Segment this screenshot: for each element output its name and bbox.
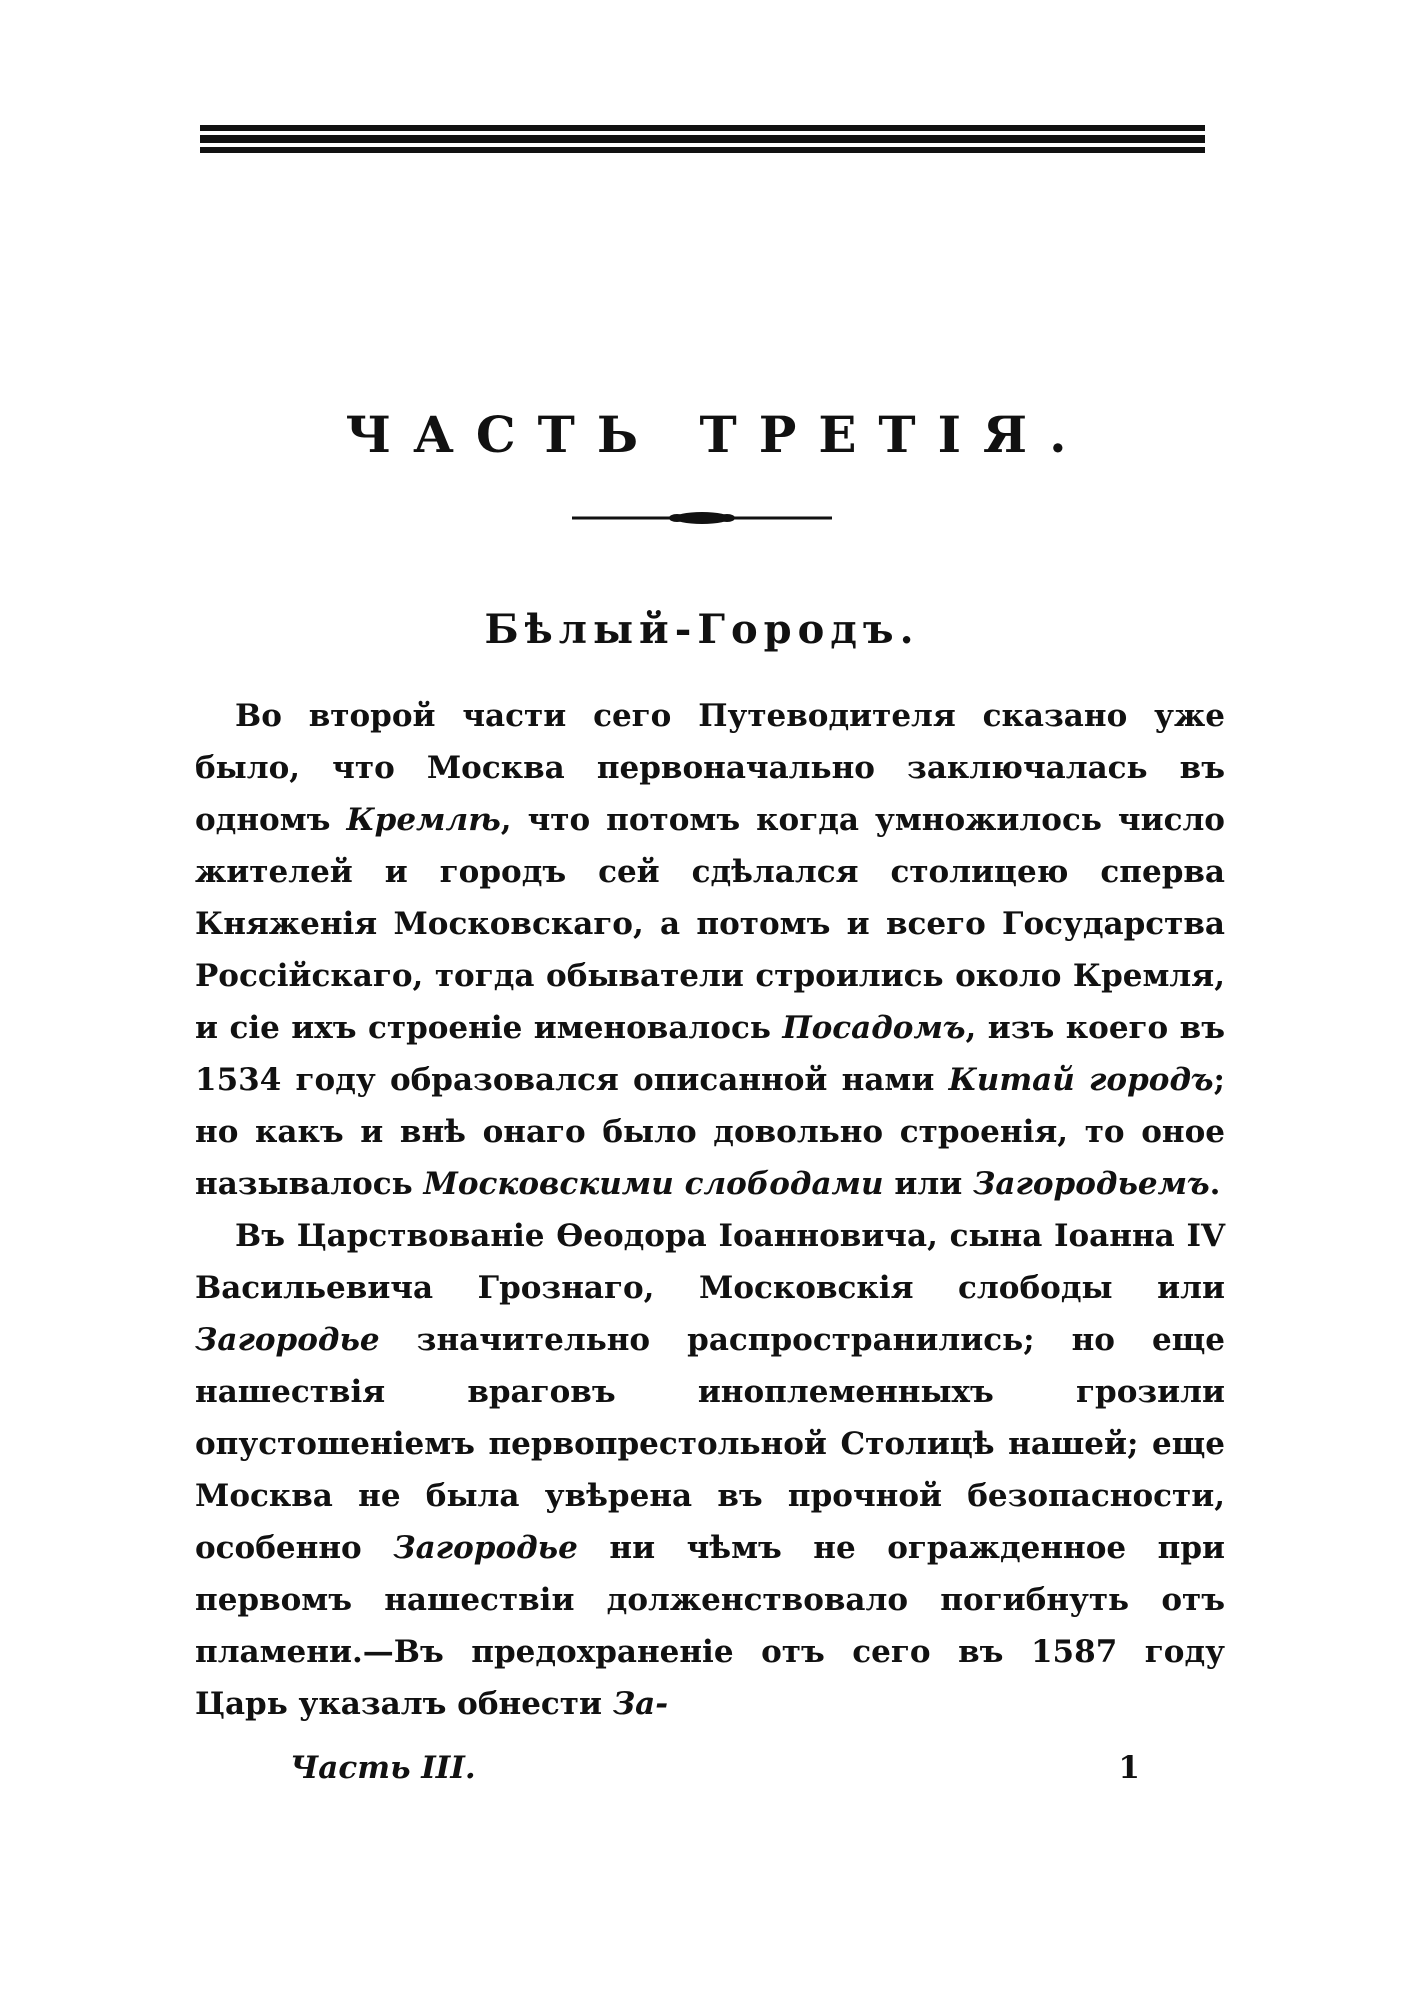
text-run: .	[1209, 1166, 1221, 1202]
text-run: значительно распространились; но еще нашествія враговъ иноплеменныхъ грозили опустошеніемъ первопрестольной Столицѣ нашей; еще Москва не была увѣрена въ прочной безопасности, особенно	[195, 1322, 1225, 1566]
italic-term: Китай городъ	[948, 1062, 1214, 1098]
text-run: или	[883, 1166, 973, 1202]
italic-term: Кремлѣ	[346, 802, 501, 838]
header-rule	[200, 125, 1205, 155]
header-rule-line	[200, 135, 1205, 143]
text-run: , изъ коего въ 1534 году образовался описанной нами	[195, 1010, 1225, 1098]
signature-mark: Часть III.	[290, 1750, 476, 1786]
page-footer	[290, 1750, 1140, 1800]
section-title: Бѣлый-Городъ.	[484, 606, 920, 653]
italic-term: Загородьемъ	[973, 1166, 1210, 1202]
title-ornament	[0, 508, 1404, 532]
text-run: ни чѣмъ не огражденное при первомъ нашествіи долженствовало погибнуть отъ пламени.—Въ предохраненіе отъ сего въ 1587 году Царь указалъ обнести	[195, 1530, 1226, 1722]
header-rule-line	[200, 125, 1205, 131]
paragraph	[195, 1210, 1225, 1730]
italic-term: Загородье	[393, 1530, 578, 1566]
header-rule-line	[200, 147, 1205, 153]
body-text	[195, 690, 1225, 1730]
text-run: , что потомъ когда умножилось число жителей и городъ сей сдѣлался столицею сперва Княженія Московскаго, а потомъ и всего Государства Россійскаго, тогда обыватели строились около Кремля, и сіе ихъ строеніе именовалось	[195, 802, 1225, 1046]
part-title: ЧАСТЬ ТРЕТІЯ.	[345, 405, 1089, 464]
ornament-divider-icon	[572, 508, 832, 528]
gathering-number: 1	[1118, 1750, 1140, 1786]
paragraph	[195, 690, 1225, 1210]
italic-term: Посадомъ	[782, 1010, 966, 1046]
text-run: Во второй части сего Путеводителя сказано уже было, что Москва первоначально заключалась въ одномъ	[195, 698, 1225, 838]
italic-term: Московскими слободами	[423, 1166, 884, 1202]
text-run: Въ Царствованіе Ѳеодора Іоанновича, сына Іоанна IV Васильевича Грознаго, Московскія слободы или	[195, 1218, 1225, 1306]
text-run: ; но какъ и внѣ онаго было довольно строенія, то оное называлось	[195, 1062, 1225, 1202]
italic-term: За-	[612, 1686, 669, 1722]
italic-term: Загородье	[195, 1322, 380, 1358]
